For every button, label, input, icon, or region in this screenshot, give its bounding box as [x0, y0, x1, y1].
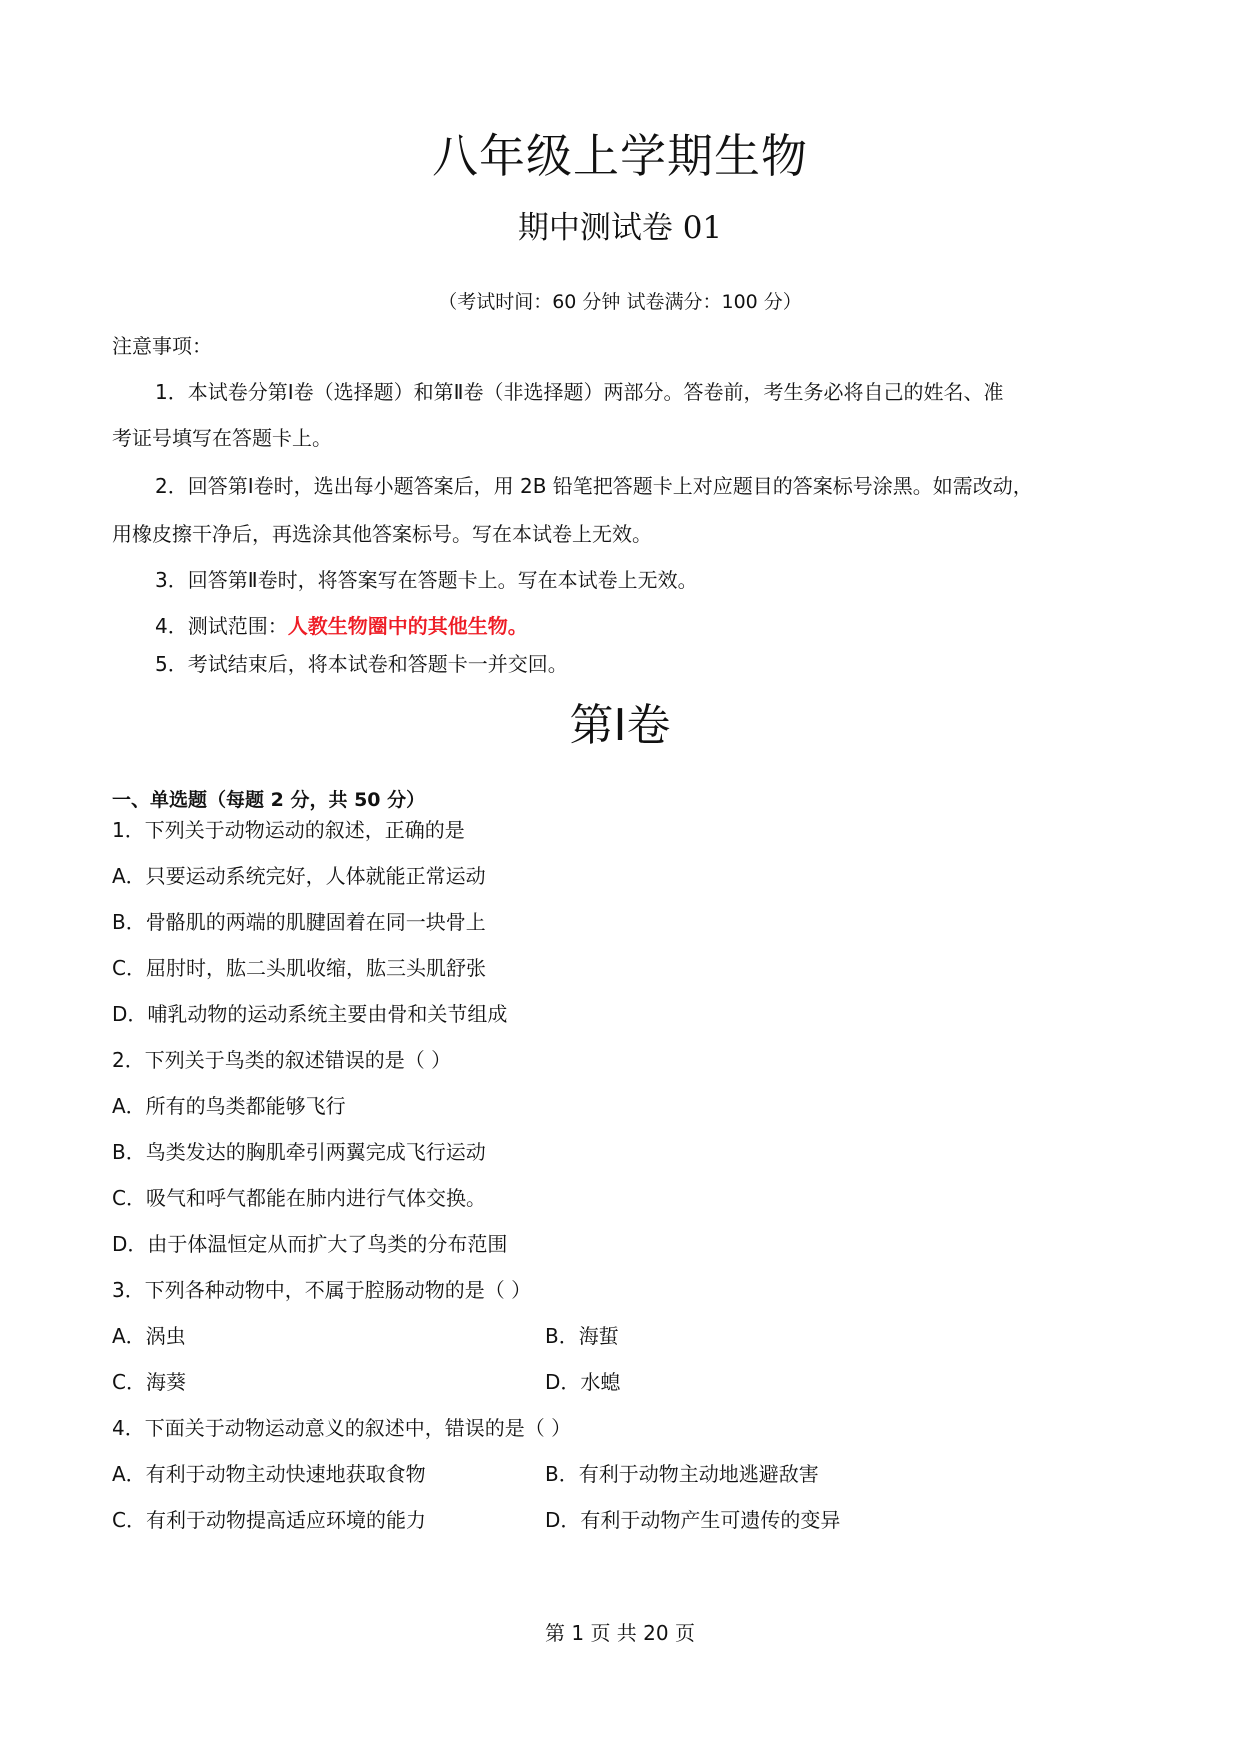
question-3-option-a: A．涡虫 — [112, 1324, 186, 1348]
question-4-option-c: C．有利于动物提高适应环境的能力 — [112, 1508, 426, 1532]
exam-info: （考试时间：60 分钟 试卷满分：100 分） — [438, 291, 802, 313]
notice-item-1-line2: 考证号填写在答题卡上。 — [112, 426, 332, 450]
question-3-stem: 3．下列各种动物中，不属于腔肠动物的是（ ） — [112, 1278, 532, 1302]
notice-item-1-line1: 1．本试卷分第Ⅰ卷（选择题）和第Ⅱ卷（非选择题）两部分。答卷前，考生务必将自己的姓名、准 — [155, 380, 1004, 404]
document-subtitle — [0, 208, 1240, 248]
test-scope-value: 人教生物圈中的其他生物。 — [287, 614, 528, 638]
question-1-stem: 1．下列关于动物运动的叙述，正确的是 — [112, 818, 465, 842]
notice-item-4 — [155, 612, 528, 640]
notice-item-2-line1: 2．回答第Ⅰ卷时，选出每小题答案后，用 2B 铅笔把答题卡上对应题目的答案标号涂黑。如需改动， — [155, 474, 1033, 498]
subtitle-number: 01 — [682, 210, 723, 246]
question-2-option-d: D．由于体温恒定从而扩大了鸟类的分布范围 — [112, 1232, 508, 1256]
question-1-option-c: C．屈肘时，肱二头肌收缩，肱三头肌舒张 — [112, 956, 486, 980]
question-4-option-d: D．有利于动物产生可遗传的变异 — [545, 1508, 841, 1532]
question-3-option-b: B．海蜇 — [545, 1324, 619, 1348]
question-1-option-d: D．哺乳动物的运动系统主要由骨和关节组成 — [112, 1002, 508, 1026]
question-4-option-a: A．有利于动物主动快速地获取食物 — [112, 1462, 426, 1486]
question-4-stem: 4．下面关于动物运动意义的叙述中，错误的是（ ） — [112, 1416, 572, 1440]
section-heading: 一、单选题（每题 2 分，共 50 分） — [112, 789, 426, 811]
notice-item-5: 5．考试结束后，将本试卷和答题卡一并交回。 — [155, 652, 568, 676]
notice-item-3: 3．回答第Ⅱ卷时，将答案写在答题卡上。写在本试卷上无效。 — [155, 568, 698, 592]
question-2-option-a: A．所有的鸟类都能够飞行 — [112, 1094, 346, 1118]
question-3-option-c: C．海葵 — [112, 1370, 186, 1394]
question-2-option-b: B．鸟类发达的胸肌牵引两翼完成飞行运动 — [112, 1140, 486, 1164]
subtitle-text: 期中测试卷 — [517, 210, 673, 246]
question-4-option-b: B．有利于动物主动地逃避敌害 — [545, 1462, 819, 1486]
page-number: 第 1 页 共 20 页 — [545, 1621, 695, 1645]
question-3-option-d: D．水螅 — [545, 1370, 621, 1394]
question-1-option-b: B．骨骼肌的两端的肌腱固着在同一块骨上 — [112, 910, 486, 934]
volume-heading: 第Ⅰ卷 — [569, 700, 671, 751]
notice-heading: 注意事项： — [112, 334, 212, 358]
notice-item-2-line2: 用橡皮擦干净后，再选涂其他答案标号。写在本试卷上无效。 — [112, 522, 652, 546]
question-2-stem: 2．下列关于鸟类的叙述错误的是（ ） — [112, 1048, 452, 1072]
question-1-option-a: A．只要运动系统完好，人体就能正常运动 — [112, 864, 486, 888]
test-scope-label: 4．测试范围： — [155, 614, 288, 638]
document-title: 八年级上学期生物 — [432, 129, 808, 183]
question-2-option-c: C．吸气和呼气都能在肺内进行气体交换。 — [112, 1186, 486, 1210]
